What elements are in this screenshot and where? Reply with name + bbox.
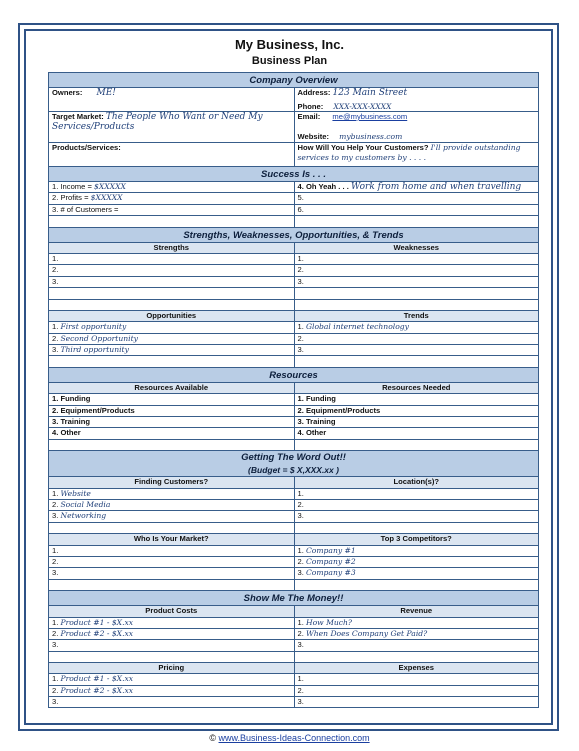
cost-text: Product #1 - $X.xx (60, 617, 134, 627)
resources-available-header: Resources Available (134, 382, 209, 392)
finding-customers-header: Finding Customers? (134, 477, 209, 487)
product-costs-header: Product Costs (145, 606, 198, 616)
opportunity-text: Second Opportunity (60, 333, 138, 343)
revenue-item[interactable] (294, 640, 539, 650)
section-swot: Strengths, Weaknesses, Opportunities, & Trends (48, 227, 539, 242)
owners-value: ME! (96, 88, 116, 98)
market-header: Who Is Your Market? (133, 534, 209, 544)
website-value: mybusiness.com (339, 132, 403, 142)
table-row (48, 696, 539, 707)
item-number: 2. (52, 333, 59, 343)
item-number: 1. (297, 545, 304, 555)
item-number: 3. (297, 345, 304, 355)
trend-text: Global internet technology (305, 322, 409, 332)
resource-available-item[interactable]: 2. Equipment/Products (52, 405, 135, 415)
swot-blank-row (48, 287, 539, 298)
trend-item[interactable] (294, 345, 539, 355)
website-label: Website: (297, 132, 330, 142)
revenue-header: Revenue (294, 606, 539, 616)
resource-needed-item[interactable]: 4. Other (294, 428, 539, 438)
table-row (48, 510, 539, 521)
profits-label: 2. Profits = (52, 193, 89, 203)
finding-text: Networking (60, 511, 107, 521)
email-label: Email: (297, 112, 321, 121)
resource-available-item[interactable]: 1. Funding (52, 394, 91, 404)
address-value: 123 Main Street (332, 88, 408, 98)
resource-needed-item[interactable]: 2. Equipment/Products (294, 406, 539, 416)
table-row (48, 488, 539, 499)
success-item-5[interactable]: 5. (294, 193, 539, 203)
item-number: 1. (297, 322, 304, 332)
table-row (48, 416, 539, 427)
oh-yeah-label: 4. Oh Yeah . . . (297, 182, 349, 191)
item-number: 1. (52, 322, 59, 332)
opportunity-item[interactable] (49, 334, 294, 344)
weaknesses-header: Weaknesses (294, 243, 539, 253)
market-item[interactable]: 2. (52, 556, 59, 566)
location-item[interactable]: 2. (294, 500, 539, 510)
section-company-overview: Company Overview (48, 72, 539, 87)
item-number: 3. (52, 511, 59, 521)
target-market-value: The People Who Want or Need My Services/Products (52, 112, 263, 132)
opportunity-item[interactable] (49, 345, 294, 355)
strength-item[interactable]: 2. (52, 265, 59, 275)
resources-header-row (48, 382, 539, 393)
item-number: 3. (52, 697, 59, 707)
table-row (48, 567, 539, 578)
competitor-text: Company #3 (305, 568, 356, 578)
weakness-item[interactable]: 1. (294, 254, 539, 264)
weakness-item[interactable]: 3. (294, 277, 539, 287)
document-subtitle: Business Plan (251, 55, 328, 67)
help-customers-label: How Will You Help Your Customers? (297, 143, 429, 152)
resource-available-item[interactable]: 4. Other (52, 428, 81, 438)
business-plan-form (48, 72, 539, 708)
location-item[interactable]: 1. (294, 489, 539, 499)
owners-cell[interactable] (49, 88, 294, 111)
word-out-header-row-1 (48, 476, 539, 487)
money-blank-row (48, 651, 539, 662)
market-item[interactable]: 1. (52, 545, 59, 555)
table-row (48, 499, 539, 510)
item-number: 1. (297, 617, 304, 627)
trend-item[interactable] (294, 334, 539, 344)
resources-needed-header: Resources Needed (294, 383, 539, 393)
swot-blank-row (48, 355, 539, 366)
trends-header: Trends (294, 311, 539, 321)
table-row (48, 393, 539, 404)
table-row (48, 628, 539, 639)
competitor-item[interactable] (294, 568, 539, 578)
resource-available-item[interactable]: 3. Training (52, 417, 90, 427)
pricing-text: Product #1 - $X.xx (60, 674, 134, 684)
money-header-row-1 (48, 605, 539, 616)
cost-item[interactable] (49, 629, 294, 639)
email-website-cell[interactable] (294, 112, 539, 142)
expense-item[interactable]: 3. (294, 697, 539, 706)
swot-blank-row (48, 299, 539, 310)
item-number: 3. (52, 640, 59, 650)
footer-link[interactable]: www.Business-Ideas-Connection.com (218, 733, 370, 743)
competitor-item[interactable] (294, 546, 539, 556)
phone-label: Phone: (297, 102, 324, 111)
strength-item[interactable]: 3. (52, 276, 59, 286)
owners-address-row (48, 87, 539, 111)
oh-yeah-value: Work from home and when travelling (350, 182, 522, 192)
table-row (48, 264, 539, 275)
locations-header: Location(s)? (294, 477, 539, 487)
help-customers-value: I'll provide outstanding services to my customers by . . . . (297, 143, 521, 162)
address-label: Address: (297, 88, 331, 97)
resources-blank-row (48, 439, 539, 450)
finding-item[interactable] (49, 500, 294, 510)
customers-cell[interactable]: 3. # of Customers = (52, 204, 119, 214)
opportunity-item[interactable] (49, 322, 294, 332)
item-number: 3. (297, 640, 304, 650)
strengths-header: Strengths (153, 242, 189, 252)
item-number: 1. (52, 674, 59, 684)
item-number: 2. (52, 499, 59, 509)
success-row-2 (48, 192, 539, 203)
resource-needed-item[interactable]: 3. Training (294, 417, 539, 427)
email-link[interactable]: me@mybusiness.com (332, 112, 408, 121)
weakness-item[interactable]: 2. (294, 265, 539, 275)
success-row-3 (48, 204, 539, 215)
table-row (48, 639, 539, 650)
revenue-text: When Does Company Get Paid? (305, 628, 428, 638)
opportunity-text: Third opportunity (60, 345, 129, 355)
revenue-item[interactable] (294, 629, 539, 639)
resource-needed-item[interactable]: 1. Funding (294, 394, 539, 404)
table-row (48, 545, 539, 556)
money-header-row-2 (48, 662, 539, 673)
revenue-item[interactable] (294, 618, 539, 628)
item-number: 2. (297, 628, 304, 638)
section-resources: Resources (48, 367, 539, 382)
target-market-label: Target Market: (52, 112, 104, 121)
competitors-header: Top 3 Competitors? (294, 534, 539, 544)
table-row (48, 276, 539, 287)
expenses-header: Expenses (294, 663, 539, 673)
table-row (48, 253, 539, 264)
owners-label: Owners: (52, 88, 83, 97)
footer (0, 733, 579, 743)
competitor-text: Company #2 (305, 556, 356, 566)
table-row (48, 427, 539, 438)
word-out-blank-row (48, 522, 539, 533)
trend-item[interactable] (294, 322, 539, 332)
pricing-text: Product #2 - $X.xx (60, 685, 134, 695)
business-name: My Business, Inc. (234, 37, 345, 52)
item-number: 1. (52, 617, 59, 627)
item-number: 3. (297, 568, 304, 578)
word-out-budget: (Budget = $ X,XXX.xx ) (248, 465, 339, 476)
table-row (48, 673, 539, 684)
word-out-blank-row (48, 579, 539, 590)
opportunity-text: First opportunity (60, 322, 127, 332)
finding-item[interactable] (49, 511, 294, 521)
cost-text: Product #2 - $X.xx (60, 628, 134, 638)
help-customers-cell[interactable] (294, 143, 539, 166)
section-word-out (48, 450, 539, 476)
word-out-heading: Getting The Word Out!! (241, 452, 346, 464)
section-money: Show Me The Money!! (48, 590, 539, 605)
copyright-symbol: © (209, 733, 217, 743)
opportunities-header: Opportunities (146, 310, 197, 320)
item-number: 2. (52, 628, 59, 638)
table-row (48, 617, 539, 628)
pricing-header: Pricing (158, 663, 185, 673)
finding-text: Social Media (60, 499, 111, 509)
cost-item[interactable] (49, 640, 294, 650)
table-row (48, 405, 539, 416)
revenue-text: How Much? (305, 617, 352, 627)
success-row-1 (48, 181, 539, 192)
item-number: 1. (52, 488, 59, 498)
strength-item[interactable]: 1. (52, 253, 59, 263)
phone-value: XXX-XXX-XXXX (333, 102, 392, 111)
pricing-item[interactable] (49, 697, 294, 706)
oh-yeah-cell[interactable] (294, 182, 539, 192)
cost-item[interactable] (49, 618, 294, 628)
pricing-item[interactable] (49, 674, 294, 684)
income-value: $XXXXX (94, 182, 126, 191)
table-row (48, 321, 539, 332)
expense-item[interactable]: 2. (294, 686, 539, 696)
word-out-header-row-2 (48, 533, 539, 544)
income-label: 1. Income = (52, 182, 92, 191)
expense-item[interactable]: 1. (294, 674, 539, 684)
products-services-cell[interactable] (49, 143, 294, 166)
table-row (48, 333, 539, 344)
table-row (48, 344, 539, 355)
pricing-item[interactable] (49, 686, 294, 696)
swot-header-row-1 (48, 242, 539, 253)
profits-value: $XXXXX (90, 193, 123, 203)
success-item-6[interactable]: 6. (294, 205, 539, 215)
item-number: 3. (52, 345, 59, 355)
section-success: Success Is . . . (48, 166, 539, 181)
swot-header-row-2 (48, 310, 539, 321)
item-number: 2. (297, 556, 304, 566)
table-row (48, 556, 539, 567)
item-number: 2. (297, 333, 304, 343)
products-services-label: Products/Services: (52, 143, 121, 152)
products-help-row (48, 142, 539, 166)
income-cell[interactable] (49, 182, 294, 192)
market-item[interactable]: 3. (52, 568, 59, 578)
address-phone-cell[interactable] (294, 88, 539, 111)
finding-item[interactable] (49, 489, 294, 499)
profits-cell[interactable] (49, 193, 294, 203)
success-blank-row (48, 215, 539, 226)
target-email-row (48, 111, 539, 142)
item-number: 2. (52, 685, 59, 695)
finding-text: Website (60, 488, 91, 498)
table-row (48, 685, 539, 696)
location-item[interactable]: 3. (294, 511, 539, 521)
competitor-item[interactable] (294, 557, 539, 567)
target-market-cell[interactable] (49, 112, 294, 142)
competitor-text: Company #1 (305, 545, 356, 555)
